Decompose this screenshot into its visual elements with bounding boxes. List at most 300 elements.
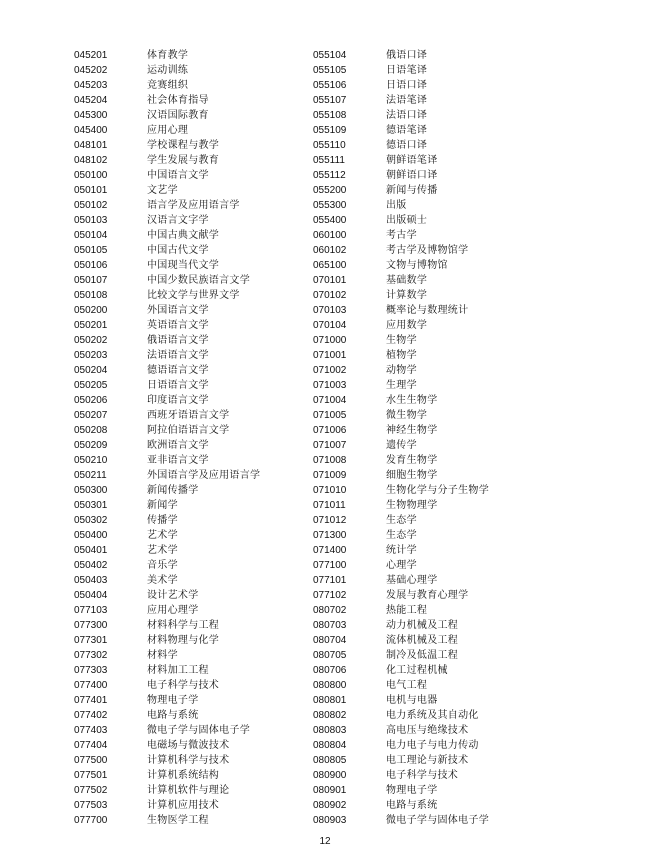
discipline-name: 社会体育指导 xyxy=(147,95,209,106)
list-item xyxy=(313,198,489,213)
list-item xyxy=(313,573,489,588)
discipline-name: 概率论与数理统计 xyxy=(386,305,469,316)
discipline-code: 050101 xyxy=(74,185,108,196)
discipline-name: 发育生物学 xyxy=(386,455,438,466)
discipline-name: 法语笔译 xyxy=(386,95,428,106)
discipline-code: 050104 xyxy=(74,230,108,241)
list-item xyxy=(74,48,260,63)
discipline-name: 电工理论与新技术 xyxy=(386,755,469,766)
discipline-code: 050401 xyxy=(74,545,108,556)
discipline-code: 077402 xyxy=(74,710,108,721)
list-item xyxy=(313,453,489,468)
list-item xyxy=(74,738,260,753)
list-item xyxy=(74,558,260,573)
list-item xyxy=(313,183,489,198)
discipline-name: 新闻学 xyxy=(147,500,178,511)
list-item xyxy=(313,333,489,348)
list-item xyxy=(313,738,489,753)
discipline-name: 电磁场与微波技术 xyxy=(147,740,230,751)
list-item xyxy=(74,213,260,228)
discipline-code: 080800 xyxy=(313,680,347,691)
discipline-name: 电气工程 xyxy=(386,680,428,691)
list-item xyxy=(74,198,260,213)
discipline-code: 077300 xyxy=(74,620,108,631)
list-item xyxy=(313,708,489,723)
discipline-name: 中国古代文学 xyxy=(147,245,209,256)
discipline-name: 德语笔译 xyxy=(386,125,428,136)
discipline-code: 050100 xyxy=(74,170,108,181)
discipline-name: 材料科学与工程 xyxy=(147,620,220,631)
list-item xyxy=(313,588,489,603)
list-item xyxy=(313,48,489,63)
list-item xyxy=(74,468,260,483)
discipline-name: 物理电子学 xyxy=(386,785,438,796)
discipline-name: 材料加工工程 xyxy=(147,665,209,676)
list-item xyxy=(313,363,489,378)
discipline-name: 外国语言文学 xyxy=(147,305,209,316)
discipline-name: 欧洲语言文学 xyxy=(147,440,209,451)
discipline-name: 电力电子与电力传动 xyxy=(386,740,479,751)
list-item xyxy=(313,243,489,258)
discipline-code: 080901 xyxy=(313,785,347,796)
discipline-name: 计算机系统结构 xyxy=(147,770,220,781)
discipline-name: 电子科学与技术 xyxy=(386,770,459,781)
discipline-code: 050301 xyxy=(74,500,108,511)
discipline-name: 生态学 xyxy=(386,515,417,526)
list-item xyxy=(313,378,489,393)
discipline-code: 077501 xyxy=(74,770,108,781)
list-item xyxy=(74,408,260,423)
discipline-name: 音乐学 xyxy=(147,560,178,571)
discipline-name: 运动训练 xyxy=(147,65,189,76)
list-item xyxy=(313,663,489,678)
discipline-name: 亚非语言文学 xyxy=(147,455,209,466)
discipline-code: 050302 xyxy=(74,515,108,526)
discipline-code: 055108 xyxy=(313,110,347,121)
discipline-code: 050209 xyxy=(74,440,108,451)
list-item xyxy=(313,318,489,333)
list-item xyxy=(74,138,260,153)
discipline-name: 竞赛组织 xyxy=(147,80,189,91)
list-item xyxy=(313,783,489,798)
discipline-name: 遗传学 xyxy=(386,440,417,451)
discipline-code: 060102 xyxy=(313,245,347,256)
discipline-name: 生物学 xyxy=(386,335,417,346)
discipline-code: 045300 xyxy=(74,110,108,121)
list-item xyxy=(313,288,489,303)
discipline-code: 070103 xyxy=(313,305,347,316)
discipline-code: 077400 xyxy=(74,680,108,691)
discipline-name: 外国语言学及应用语言学 xyxy=(147,470,261,481)
discipline-code: 055112 xyxy=(313,170,346,181)
discipline-name: 学校课程与教学 xyxy=(147,140,220,151)
discipline-code: 045202 xyxy=(74,65,108,76)
discipline-name: 细胞生物学 xyxy=(386,470,438,481)
discipline-code: 071009 xyxy=(313,470,347,481)
discipline-name: 电路与系统 xyxy=(386,800,438,811)
discipline-name: 基础心理学 xyxy=(386,575,438,586)
list-item xyxy=(313,93,489,108)
discipline-name: 朝鲜语笔译 xyxy=(386,155,438,166)
discipline-name: 电子科学与技术 xyxy=(147,680,220,691)
discipline-code: 077500 xyxy=(74,755,108,766)
list-item xyxy=(74,708,260,723)
discipline-name: 电力系统及其自动化 xyxy=(386,710,479,721)
discipline-name: 比较文学与世界文学 xyxy=(147,290,240,301)
discipline-name: 语言学及应用语言学 xyxy=(147,200,240,211)
list-item xyxy=(313,168,489,183)
list-item xyxy=(313,648,489,663)
discipline-code: 080703 xyxy=(313,620,347,631)
list-item xyxy=(74,63,260,78)
discipline-name: 朝鲜语口译 xyxy=(386,170,438,181)
discipline-code: 077403 xyxy=(74,725,108,736)
list-item xyxy=(74,723,260,738)
left-column xyxy=(74,48,260,828)
discipline-code: 055107 xyxy=(313,95,347,106)
list-item xyxy=(313,753,489,768)
discipline-name: 印度语言文学 xyxy=(147,395,209,406)
discipline-code: 050208 xyxy=(74,425,108,436)
list-item xyxy=(313,483,489,498)
discipline-code: 077100 xyxy=(313,560,347,571)
discipline-code: 080900 xyxy=(313,770,347,781)
discipline-code: 050102 xyxy=(74,200,108,211)
list-item xyxy=(313,813,489,828)
discipline-code: 071007 xyxy=(313,440,347,451)
discipline-name: 微电子学与固体电子学 xyxy=(386,815,489,826)
discipline-name: 微电子学与固体电子学 xyxy=(147,725,250,736)
list-item xyxy=(313,348,489,363)
list-item xyxy=(313,678,489,693)
list-item xyxy=(313,228,489,243)
discipline-name: 基础数学 xyxy=(386,275,428,286)
discipline-code: 050107 xyxy=(74,275,108,286)
discipline-name: 生物化学与分子生物学 xyxy=(386,485,489,496)
discipline-name: 日语口译 xyxy=(386,80,428,91)
discipline-code: 080801 xyxy=(313,695,347,706)
list-item xyxy=(313,498,489,513)
list-item xyxy=(74,183,260,198)
discipline-code: 050403 xyxy=(74,575,108,586)
discipline-code: 077303 xyxy=(74,665,108,676)
discipline-code: 045201 xyxy=(74,50,108,61)
list-item xyxy=(74,798,260,813)
discipline-name: 俄语语言文学 xyxy=(147,335,209,346)
discipline-code: 080802 xyxy=(313,710,347,721)
discipline-code: 080902 xyxy=(313,800,347,811)
discipline-name: 应用数学 xyxy=(386,320,428,331)
discipline-code: 080803 xyxy=(313,725,347,736)
discipline-name: 体育教学 xyxy=(147,50,189,61)
discipline-code: 071002 xyxy=(313,365,347,376)
discipline-name: 生物医学工程 xyxy=(147,815,209,826)
discipline-name: 化工过程机械 xyxy=(386,665,448,676)
discipline-code: 071004 xyxy=(313,395,347,406)
discipline-name: 流体机械及工程 xyxy=(386,635,459,646)
discipline-code: 055200 xyxy=(313,185,347,196)
discipline-name: 应用心理学 xyxy=(147,605,199,616)
discipline-code: 071001 xyxy=(313,350,347,361)
list-item xyxy=(74,273,260,288)
discipline-name: 高电压与绝缘技术 xyxy=(386,725,469,736)
list-item xyxy=(74,603,260,618)
discipline-code: 077503 xyxy=(74,800,108,811)
discipline-code: 050402 xyxy=(74,560,108,571)
list-item xyxy=(313,468,489,483)
discipline-code: 045203 xyxy=(74,80,108,91)
list-item xyxy=(313,393,489,408)
discipline-name: 计算机应用技术 xyxy=(147,800,220,811)
discipline-name: 法语口译 xyxy=(386,110,428,121)
discipline-name: 新闻与传播 xyxy=(386,185,438,196)
discipline-name: 考古学 xyxy=(386,230,417,241)
discipline-name: 神经生物学 xyxy=(386,425,438,436)
discipline-code: 071010 xyxy=(313,485,347,496)
discipline-code: 050108 xyxy=(74,290,108,301)
discipline-code: 050300 xyxy=(74,485,108,496)
discipline-code: 050400 xyxy=(74,530,108,541)
list-item xyxy=(74,498,260,513)
discipline-name: 德语口译 xyxy=(386,140,428,151)
discipline-name: 考古学及博物馆学 xyxy=(386,245,469,256)
discipline-name: 汉语言文字学 xyxy=(147,215,209,226)
list-item xyxy=(74,243,260,258)
list-item xyxy=(74,633,260,648)
list-item xyxy=(313,303,489,318)
discipline-code: 055105 xyxy=(313,65,347,76)
list-item xyxy=(74,288,260,303)
discipline-code: 071006 xyxy=(313,425,347,436)
list-item xyxy=(74,528,260,543)
list-item xyxy=(74,453,260,468)
discipline-code: 071008 xyxy=(313,455,347,466)
list-item xyxy=(74,618,260,633)
list-item xyxy=(74,663,260,678)
discipline-name: 文艺学 xyxy=(147,185,178,196)
list-item xyxy=(313,213,489,228)
discipline-code: 055109 xyxy=(313,125,347,136)
discipline-code: 071012 xyxy=(313,515,347,526)
list-item xyxy=(74,393,260,408)
discipline-name: 阿拉伯语语言文学 xyxy=(147,425,230,436)
discipline-code: 055104 xyxy=(313,50,347,61)
discipline-name: 制冷及低温工程 xyxy=(386,650,459,661)
list-item xyxy=(313,618,489,633)
discipline-code: 077700 xyxy=(74,815,108,826)
discipline-code: 055111 xyxy=(313,155,345,166)
list-item xyxy=(74,573,260,588)
discipline-code: 077302 xyxy=(74,650,108,661)
discipline-code: 050105 xyxy=(74,245,108,256)
discipline-name: 出版硕士 xyxy=(386,215,428,226)
discipline-name: 微生物学 xyxy=(386,410,428,421)
discipline-name: 文物与博物馆 xyxy=(386,260,448,271)
list-item xyxy=(74,543,260,558)
list-item xyxy=(74,783,260,798)
discipline-name: 法语语言文学 xyxy=(147,350,209,361)
list-item xyxy=(313,798,489,813)
list-item xyxy=(74,93,260,108)
discipline-code: 050200 xyxy=(74,305,108,316)
discipline-name: 新闻传播学 xyxy=(147,485,199,496)
discipline-name: 心理学 xyxy=(386,560,417,571)
discipline-name: 俄语口译 xyxy=(386,50,428,61)
list-item xyxy=(74,423,260,438)
list-item xyxy=(74,363,260,378)
list-item xyxy=(74,693,260,708)
list-item xyxy=(74,78,260,93)
discipline-code: 055400 xyxy=(313,215,347,226)
discipline-code: 077401 xyxy=(74,695,108,706)
discipline-code: 077102 xyxy=(313,590,347,601)
discipline-code: 080805 xyxy=(313,755,347,766)
discipline-code: 048102 xyxy=(74,155,108,166)
discipline-name: 电路与系统 xyxy=(147,710,199,721)
list-item xyxy=(313,558,489,573)
list-item xyxy=(74,753,260,768)
list-item xyxy=(313,438,489,453)
discipline-code: 050103 xyxy=(74,215,108,226)
discipline-code: 050404 xyxy=(74,590,108,601)
discipline-name: 学生发展与教育 xyxy=(147,155,220,166)
list-item xyxy=(313,138,489,153)
discipline-code: 048101 xyxy=(74,140,108,151)
list-item xyxy=(74,333,260,348)
discipline-name: 出版 xyxy=(386,200,407,211)
discipline-name: 传播学 xyxy=(147,515,178,526)
discipline-name: 统计学 xyxy=(386,545,417,556)
discipline-code: 050202 xyxy=(74,335,108,346)
list-item xyxy=(313,603,489,618)
discipline-code: 080706 xyxy=(313,665,347,676)
list-item xyxy=(313,153,489,168)
discipline-name: 艺术学 xyxy=(147,545,178,556)
page-number: 12 xyxy=(319,836,331,847)
discipline-name: 设计艺术学 xyxy=(147,590,199,601)
discipline-code: 050203 xyxy=(74,350,108,361)
discipline-code: 060100 xyxy=(313,230,347,241)
list-item xyxy=(74,768,260,783)
list-item xyxy=(313,528,489,543)
list-item xyxy=(313,723,489,738)
discipline-code: 070104 xyxy=(313,320,347,331)
list-item xyxy=(74,513,260,528)
list-item xyxy=(74,678,260,693)
discipline-name: 美术学 xyxy=(147,575,178,586)
discipline-name: 动物学 xyxy=(386,365,417,376)
discipline-name: 生理学 xyxy=(386,380,417,391)
discipline-code: 050206 xyxy=(74,395,108,406)
discipline-name: 材料物理与化学 xyxy=(147,635,220,646)
list-item xyxy=(74,813,260,828)
discipline-code: 071011 xyxy=(313,500,346,511)
list-item xyxy=(313,63,489,78)
discipline-name: 热能工程 xyxy=(386,605,428,616)
discipline-name: 计算机科学与技术 xyxy=(147,755,230,766)
discipline-code: 071003 xyxy=(313,380,347,391)
list-item xyxy=(74,303,260,318)
discipline-name: 物理电子学 xyxy=(147,695,199,706)
list-item xyxy=(74,168,260,183)
discipline-name: 植物学 xyxy=(386,350,417,361)
list-item xyxy=(313,123,489,138)
discipline-code: 070102 xyxy=(313,290,347,301)
discipline-name: 英语语言文学 xyxy=(147,320,209,331)
discipline-code: 071300 xyxy=(313,530,347,541)
discipline-code: 080704 xyxy=(313,635,347,646)
discipline-name: 中国现当代文学 xyxy=(147,260,220,271)
discipline-code: 065100 xyxy=(313,260,347,271)
discipline-code: 045400 xyxy=(74,125,108,136)
discipline-name: 生态学 xyxy=(386,530,417,541)
discipline-code: 077301 xyxy=(74,635,108,646)
list-item xyxy=(74,378,260,393)
list-item xyxy=(74,318,260,333)
discipline-code: 050207 xyxy=(74,410,108,421)
discipline-code: 055300 xyxy=(313,200,347,211)
discipline-code: 077404 xyxy=(74,740,108,751)
discipline-code: 080705 xyxy=(313,650,347,661)
discipline-code: 055110 xyxy=(313,140,346,151)
discipline-name: 材料学 xyxy=(147,650,178,661)
list-item xyxy=(313,693,489,708)
discipline-code: 077502 xyxy=(74,785,108,796)
discipline-code: 050204 xyxy=(74,365,108,376)
discipline-code: 050210 xyxy=(74,455,108,466)
list-item xyxy=(313,78,489,93)
discipline-name: 日语笔译 xyxy=(386,65,428,76)
list-item xyxy=(313,408,489,423)
list-item xyxy=(74,153,260,168)
discipline-name: 中国语言文学 xyxy=(147,170,209,181)
list-item xyxy=(313,633,489,648)
list-item xyxy=(74,228,260,243)
discipline-code: 050106 xyxy=(74,260,108,271)
discipline-code: 055106 xyxy=(313,80,347,91)
list-item xyxy=(74,648,260,663)
discipline-name: 应用心理 xyxy=(147,125,189,136)
discipline-name: 艺术学 xyxy=(147,530,178,541)
list-item xyxy=(313,423,489,438)
list-item xyxy=(74,123,260,138)
discipline-code: 070101 xyxy=(313,275,347,286)
discipline-code: 071005 xyxy=(313,410,347,421)
list-item xyxy=(74,258,260,273)
discipline-code: 080804 xyxy=(313,740,347,751)
discipline-name: 汉语国际教育 xyxy=(147,110,209,121)
discipline-name: 生物物理学 xyxy=(386,500,438,511)
discipline-name: 日语语言文学 xyxy=(147,380,209,391)
list-item xyxy=(313,768,489,783)
discipline-code: 071000 xyxy=(313,335,347,346)
list-item xyxy=(313,108,489,123)
discipline-code: 080702 xyxy=(313,605,347,616)
list-item xyxy=(313,513,489,528)
list-item xyxy=(74,438,260,453)
discipline-code: 071400 xyxy=(313,545,347,556)
list-item xyxy=(313,543,489,558)
discipline-code: 050201 xyxy=(74,320,108,331)
discipline-name: 中国少数民族语言文学 xyxy=(147,275,250,286)
discipline-code: 050205 xyxy=(74,380,108,391)
discipline-code: 045204 xyxy=(74,95,108,106)
discipline-name: 计算数学 xyxy=(386,290,428,301)
list-item xyxy=(313,258,489,273)
discipline-name: 计算机软件与理论 xyxy=(147,785,230,796)
right-column xyxy=(313,48,489,828)
discipline-code: 077103 xyxy=(74,605,108,616)
